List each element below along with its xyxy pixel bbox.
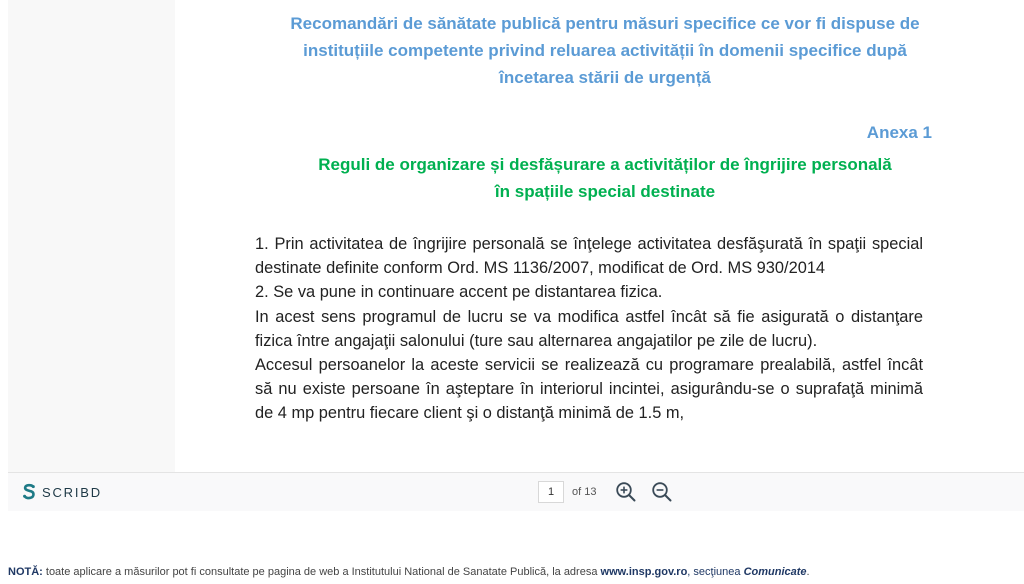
viewer-sidebar bbox=[8, 0, 176, 472]
document-title bbox=[225, 10, 985, 91]
zoom-out-button[interactable] bbox=[651, 481, 673, 503]
paragraph: Accesul persoanelor la aceste servicii se realizează cu programare prealabilă, astfel încât să nu existe persoane în aşteptare în interiorul incintei, asigurându-se o suprafaţă minimă de 4 mp pentru fiecare client şi o distanţă minimă de 1.5 m, bbox=[255, 356, 923, 423]
document-body bbox=[255, 232, 923, 426]
footnote-text: toate aplicare a măsurilor pot fi consultate pe pagina de web a Institutului National de Sanatate Publică, la adresa bbox=[42, 566, 601, 578]
rule-title-line: Reguli de organizare și desfășurare a activităților de îngrijire personală bbox=[318, 155, 892, 174]
document-title-line: instituțiile competente privind reluarea activității în domenii specifice după bbox=[303, 41, 907, 60]
zoom-in-button[interactable] bbox=[615, 481, 637, 503]
page-number-input[interactable] bbox=[538, 481, 564, 503]
paragraph: 1. Prin activitatea de îngrijire personală se înţelege activitatea desfăşurată în spaţii special destinate definite conform Ord. MS 1136/2007, modificat de Ord. MS 930/2014 bbox=[255, 235, 923, 278]
section-link[interactable]: Comunicate bbox=[743, 566, 807, 578]
document-viewer bbox=[8, 0, 1024, 511]
rule-title bbox=[225, 151, 985, 205]
footnote bbox=[8, 566, 810, 578]
document-title-line: Recomandări de sănătate publică pentru măsuri specifice ce vor fi dispuse de bbox=[290, 14, 920, 33]
insp-link[interactable]: www.insp.gov.ro bbox=[600, 566, 688, 578]
viewer-toolbar bbox=[8, 472, 1024, 511]
zoom-in-icon bbox=[615, 481, 637, 503]
document-page[interactable] bbox=[175, 0, 1024, 472]
zoom-out-icon bbox=[651, 481, 673, 503]
rule-title-line: în spațiile special destinate bbox=[494, 182, 716, 201]
page-navigator bbox=[538, 481, 596, 503]
paragraph: 2. Se va pune in continuare accent pe distantarea fizica. bbox=[255, 283, 663, 302]
footnote-end: . bbox=[806, 566, 810, 578]
scribd-logo[interactable] bbox=[22, 483, 102, 501]
page-count: of 13 bbox=[572, 486, 597, 498]
scribd-logo-icon bbox=[22, 483, 36, 501]
document-title-line: încetarea stării de urgență bbox=[499, 68, 711, 87]
scribd-logo-text: SCRIBD bbox=[42, 484, 102, 500]
paragraph: In acest sens programul de lucru se va modifica astfel încât să fie asigurată o distanţare fizica între angajaţii salonului (ture sau alternarea angajatilor pe zile de lucru). bbox=[255, 307, 923, 350]
annex-label: Anexa 1 bbox=[866, 123, 932, 142]
footnote-separator: , secţiunea bbox=[687, 566, 744, 578]
footnote-label: NOTĂ: bbox=[8, 566, 43, 578]
